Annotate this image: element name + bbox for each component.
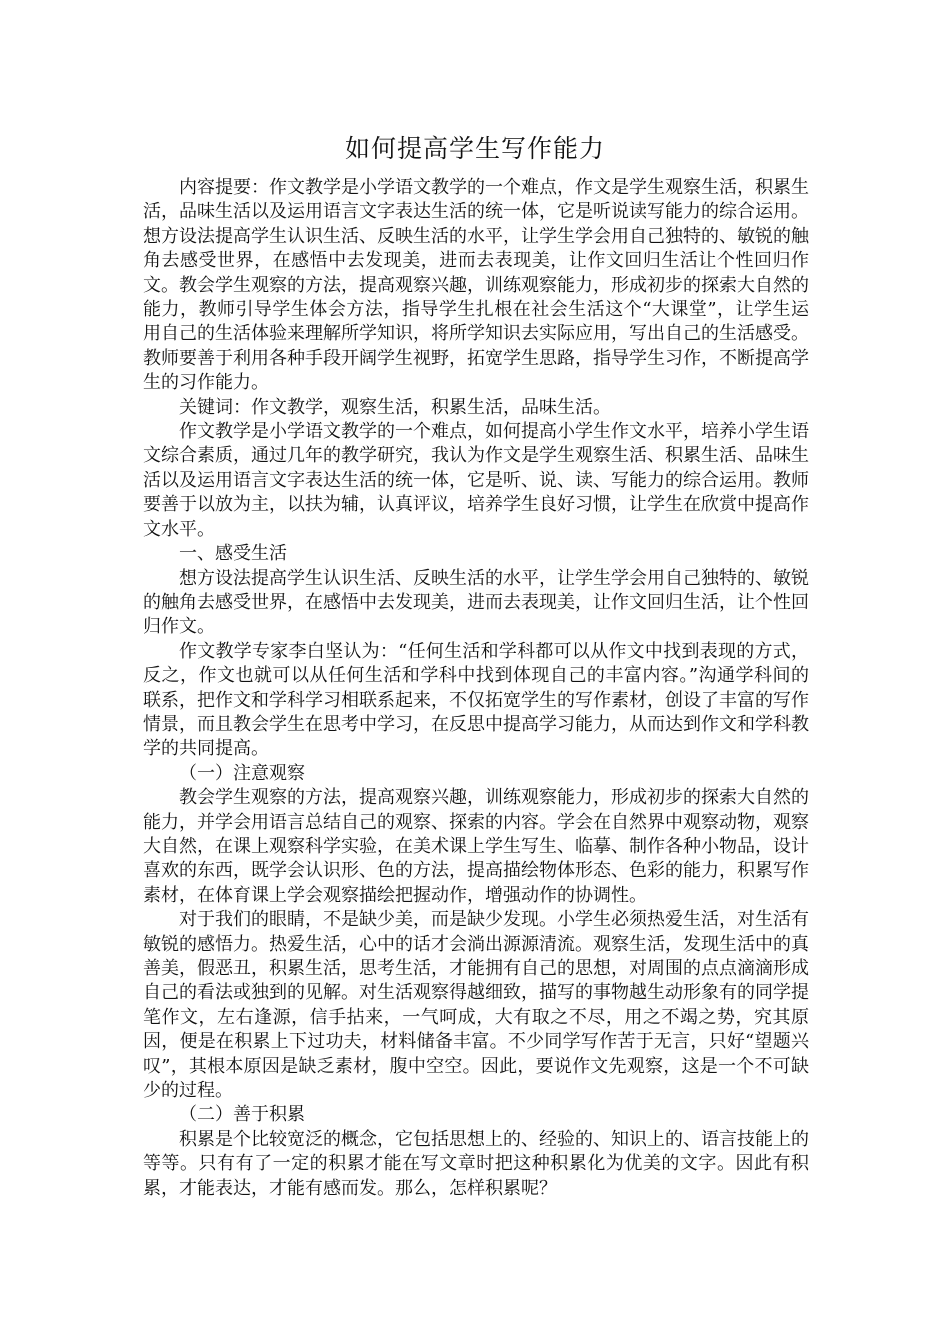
body-paragraph: 积累是个比较宽泛的概念，它包括思想上的、经验的、知识上的、语言技能上的等等。只有有了一定的积累才能在写文章时把这种积累化为优美的文字。因此有积累，才能表达，才能有感而发。那么，怎样积累呢？ xyxy=(143,1128,809,1199)
document-title: 如何提高学生写作能力 xyxy=(344,134,605,163)
body-paragraph: 教会学生观察的方法，提高观察兴趣，训练观察能力，形成初步的探索大自然的能力，并学会用语言总结自己的观察、探索的内容。学会在自然界中观察动物，观察大自然，在课上观察科学实验，在美术课上学生写生、临摹、制作各种小物品，设计喜欢的东西，既学会认识形、色的方法，提高描绘物体形态、色彩的能力，积累写作素材，在体育课上学会观察描绘把握动作，增强动作的协调性。 xyxy=(143,787,809,906)
intro-paragraph: 作文教学是小学语文教学的一个难点，如何提高小学生作文水平，培养小学生语文综合素质，通过几年的教学研究，我认为作文是学生观察生活、积累生活、品味生活以及运用语言文字表达生活的统一体，它是听、说、读、写能力的综合运用。教师要善于以放为主，以扶为辅，认真评议，培养学生良好习惯，让学生在欣赏中提高作文水平。 xyxy=(143,421,809,540)
section-heading-1: 一、感受生活 xyxy=(179,543,287,565)
subsection-heading-1: （一）注意观察 xyxy=(179,762,305,784)
document-body xyxy=(143,176,809,1201)
body-paragraph: 想方设法提高学生认识生活、反映生活的水平，让学生学会用自己独特的、敏锐的触角去感受世界，在感悟中去发现美，进而去表现美，让作文回归生活，让个性回归作文。 xyxy=(143,567,809,638)
keywords-paragraph: 关键词：作文教学，观察生活，积累生活，品味生活。 xyxy=(179,396,611,418)
abstract-paragraph: 内容提要：作文教学是小学语文教学的一个难点，作文是学生观察生活，积累生活，品味生活以及运用语言文字表达生活的统一体，它是听说读写能力的综合运用。想方设法提高学生认识生活、反映生活的水平，让学生学会用自己独特的、敏锐的触角去感受世界，在感悟中去发现美，进而去表现美，让作文回归生活让个性回归作文。教会学生观察的方法，提高观察兴趣，训练观察能力，形成初步的探索大自然的能力，教师引导学生体会方法，指导学生扎根在社会生活这个“大课堂”，让学生运用自己的生活体验来理解所学知识，将所学知识去实际应用，写出自己的生活感受。教师要善于利用各种手段开阔学生视野，拓宽学生思路，指导学生习作，不断提高学生的习作能力。 xyxy=(143,177,809,394)
body-paragraph: 作文教学专家李白坚认为：“任何生活和学科都可以从作文中找到表现的方式，反之，作文也就可以从任何生活和学科中找到体现自己的丰富内容。”沟通学科间的联系，把作文和学科学习相联系起来，不仅拓宽学生的写作素材，创设了丰富的写作情景，而且教会学生在思考中学习，在反思中提高学习能力，从而达到作文和学科教学的共同提高。 xyxy=(143,640,809,760)
body-paragraph: 对于我们的眼睛，不是缺少美，而是缺少发现。小学生必须热爱生活，对生活有敏锐的感悟力。热爱生活，心中的话才会淌出源源清流。观察生活，发现生活中的真善美，假恶丑，积累生活，思考生活，才能拥有自己的思想，对周围的点点滴滴形成自己的看法或独到的见解。对生活观察得越细致，描写的事物越生动形象有的同学提笔作文，左右逢源，信手拈来，一气呵成，大有取之不尽，用之不竭之势，究其原因，便是在积累上下过功夫，材料储备丰富。不少同学写作苦于无言，只好“望题兴叹”，其根本原因是缺乏素材，腹中空空。因此，要说作文先观察，这是一个不可缺少的过程。 xyxy=(143,909,809,1102)
subsection-heading-2: （二）善于积累 xyxy=(179,1104,305,1126)
